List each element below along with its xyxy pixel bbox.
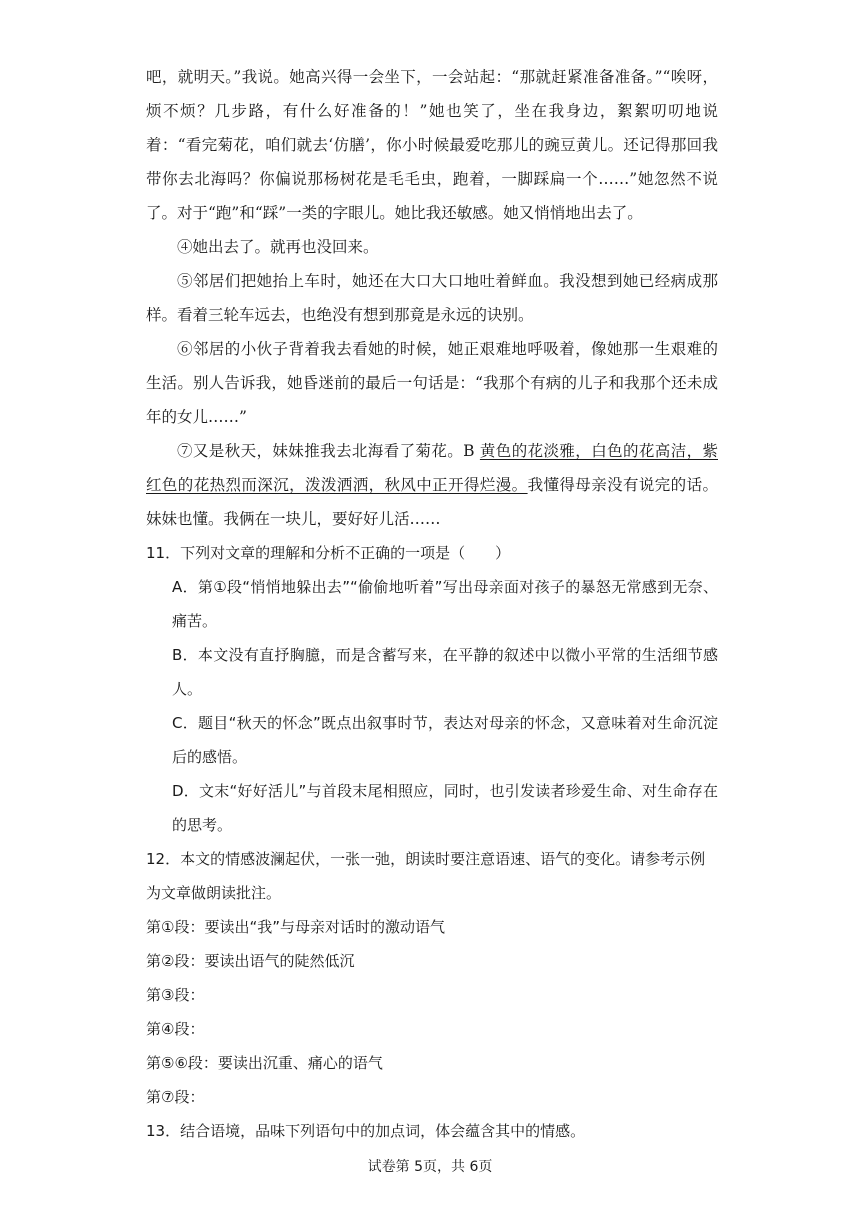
paragraph-7-intro: ⑦又是秋天，妹妹推我去北海看了菊花。B (177, 442, 480, 460)
passage-paragraph-6: ⑥邻居的小伙子背着我去看她的时候，她正艰难地呼吸着，像她那一生艰难的生活。别人告诉我，她昏迷前的最后一句话是：“我那个有病的儿子和我那个还未成年的女儿……” (146, 340, 718, 426)
question-11-option-b: B．本文没有直抒胸臆，而是含蓄写来，在平静的叙述中以微小平常的生活细节感人。 (172, 646, 718, 698)
question-11-option-a: A．第①段“悄悄地躲出去”“偷偷地听着”写出母亲面对孩子的暴怒无常感到无奈、痛苦。 (172, 578, 718, 630)
question-11-stem: 11．下列对文章的理解和分析不正确的一项是（ ） (146, 544, 511, 562)
question-12-line-3: 第③段： (146, 986, 205, 1004)
passage-paragraph-7 (146, 434, 718, 536)
paragraph-7-ending: 我懂得母亲没有说完的话。妹妹也懂。我俩在一块儿，要好好儿活…… (146, 476, 718, 528)
page-footer: 试卷第 5页，共 6页 (367, 1159, 493, 1175)
question-11-option-c: C．题目“秋天的怀念”既点出叙事时节，表达对母亲的怀念，又意味着对生命沉淀后的感悟。 (172, 714, 718, 766)
question-12-line-6: 第⑦段： (146, 1088, 205, 1106)
question-12-stem: 12．本文的情感波澜起伏，一张一弛，朗读时要注意语速、语气的变化。请参考示例为文章做朗读批注。 (146, 850, 706, 902)
passage-paragraph-4: ④她出去了。就再也没回来。 (177, 238, 379, 256)
underlined-sentence-b: 黄色的花淡雅，白色的花高洁，紫红色的花热烈而深沉，泼泼洒洒，秋风中正开得烂漫。 (146, 442, 718, 494)
passage-paragraph-3-continued: 吧，就明天。”我说。她高兴得一会坐下，一会站起：“那就赶紧准备准备。”“唉呀，烦不烦？几步路，有什么好准备的！”她也笑了，坐在我身边，絮絮叨叨地说着：“看完菊花，咱们就去‘仿膳’，你小时候最爱吃那儿的豌豆黄儿。还记得那回我带你去北海吗？你偏说那杨树花是毛毛虫，跑着，一脚踩扁一个……”她忽然不说了。对于“跑”和“踩”一类的字眼儿。她比我还敏感。她又悄悄地出去了。 (146, 68, 718, 222)
question-12-line-2: 第②段：要读出语气的陡然低沉 (146, 952, 355, 970)
question-12-line-4: 第④段： (146, 1020, 205, 1038)
question-12-line-1: 第①段：要读出“我”与母亲对话时的激动语气 (146, 918, 445, 936)
question-11-option-d: D．文末“好好活儿”与首段末尾相照应，同时，也引发读者珍爱生命、对生命存在的思考。 (172, 782, 718, 834)
passage-paragraph-5: ⑤邻居们把她抬上车时，她还在大口大口地吐着鲜血。我没想到她已经病成那样。看着三轮车远去，也绝没有想到那竟是永远的诀别。 (146, 272, 718, 324)
question-12-line-5: 第⑤⑥段：要读出沉重、痛心的语气 (146, 1054, 383, 1072)
exam-page (146, 60, 718, 1148)
question-13-stem: 13．结合语境，品味下列语句中的加点词，体会蕴含其中的情感。 (146, 1122, 586, 1140)
